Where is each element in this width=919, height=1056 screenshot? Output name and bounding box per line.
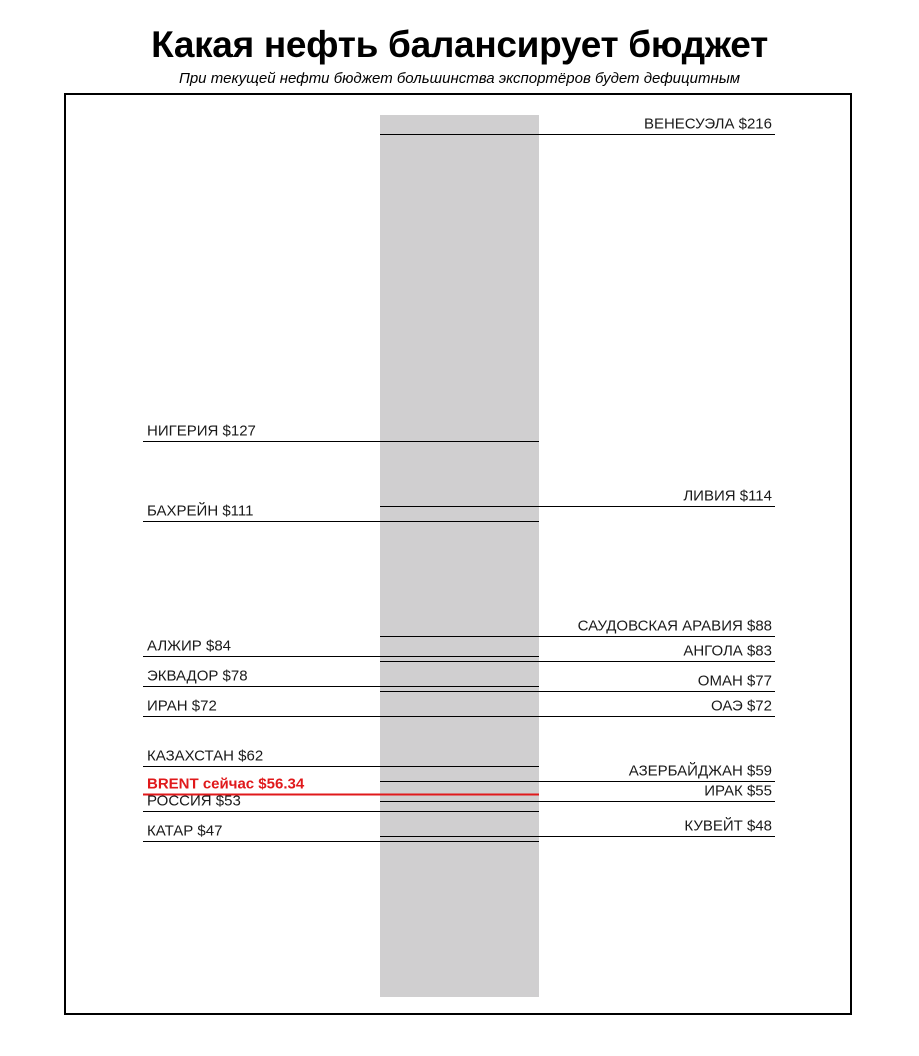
chart-label-венесуэла-216: ВЕНЕСУЭЛА $216 bbox=[643, 115, 772, 133]
chart-label-brent: BRENT сейчас $56.34 bbox=[147, 775, 305, 793]
chart-label-россия-53: РОССИЯ $53 bbox=[147, 792, 241, 810]
chart-svg bbox=[66, 95, 850, 1013]
chart-label-нигерия-127: НИГЕРИЯ $127 bbox=[147, 422, 256, 440]
chart-label-ирак-55: ИРАК $55 bbox=[704, 782, 772, 800]
chart-label-иран-72: ИРАН $72 bbox=[147, 697, 217, 715]
chart-label-саудовская-аравия-88: САУДОВСКАЯ АРАВИЯ $88 bbox=[577, 617, 772, 635]
chart-frame bbox=[64, 93, 852, 1015]
chart-label-оман-77: ОМАН $77 bbox=[697, 672, 772, 690]
chart-band bbox=[380, 115, 539, 997]
chart-subtitle: При текущей нефти бюджет большинства экспортёров будет дефицитным bbox=[178, 70, 741, 87]
chart-label-бахрейн-111: БАХРЕЙН $111 bbox=[147, 502, 254, 520]
chart-label-азербайджан-59: АЗЕРБАЙДЖАН $59 bbox=[628, 762, 772, 780]
chart-label-оаэ-72: ОАЭ $72 bbox=[711, 697, 772, 715]
chart-label-алжир-84: АЛЖИР $84 bbox=[147, 637, 232, 655]
chart-title: Какая нефть балансирует бюджет bbox=[151, 24, 768, 65]
chart-label-ливия-114: ЛИВИЯ $114 bbox=[683, 487, 772, 505]
chart-label-казахстан-62: КАЗАХСТАН $62 bbox=[147, 747, 264, 765]
chart-label-катар-47: КАТАР $47 bbox=[147, 822, 223, 840]
chart-label-ангола-83: АНГОЛА $83 bbox=[683, 642, 772, 660]
chart-label-эквадор-78: ЭКВАДОР $78 bbox=[147, 667, 248, 685]
chart-label-кувейт-48: КУВЕЙТ $48 bbox=[684, 817, 772, 835]
